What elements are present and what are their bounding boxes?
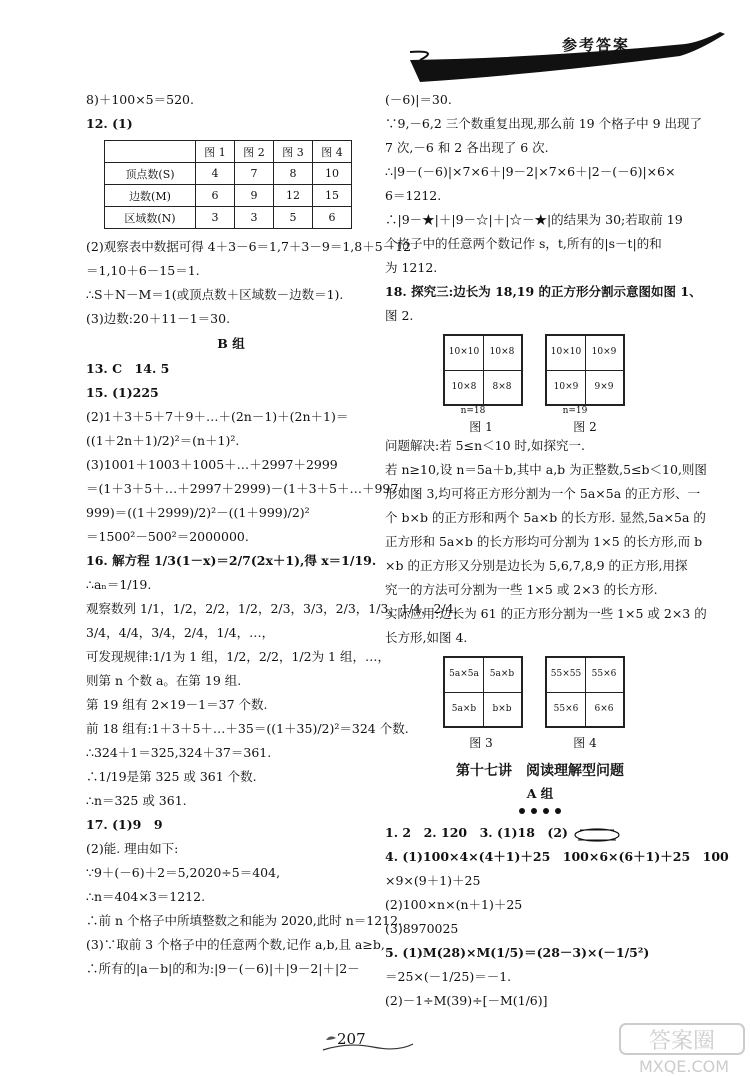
table-cell: 6 [196,185,235,207]
text-line: ∵9＋(－6)＋2＝5,2020÷5＝404, [86,865,281,880]
text-line: (2)100×n×(n＋1)＋25 [385,897,523,912]
figure-row-3-4 [385,656,695,752]
text-line: 3/4，4/4，3/4，2/4，1/4，…， [86,625,275,640]
text-line: ＝1,10＋6－15＝1. [86,263,200,278]
table-cell: 图 2 [235,141,274,163]
text-line: 12. (1) [86,116,133,131]
svg-text:答案圈: 答案圈 [648,1029,716,1054]
figure-4 [545,656,625,728]
table-cell: 6 [313,207,352,229]
text-line: (2)观察表中数据可得 4＋3－6＝1,7＋3－9＝1,8＋5－12 [86,239,412,254]
table-cell: 7 [235,163,274,185]
dots-icon [510,804,570,818]
table-cell: 8 [274,163,313,185]
table-cell [105,141,196,163]
page-number-ornament [318,1022,418,1057]
text-line: 为 1212. [385,260,438,275]
text-line: 长方形,如图 4. [385,630,468,645]
figure-3 [443,656,523,728]
fig-cell: 55×6 [553,704,579,714]
dots-row [385,804,695,821]
text-line: ∵9,－6,2 三个数重复出现,那么前 19 个格子中 9 出现了 [385,116,703,131]
lecture-title: 第十七讲 阅读理解型问题 [456,763,624,779]
table-cell: 3 [235,207,274,229]
text-line: 究一的方法可分割为一些 1×5 或 2×3 的长方形. [385,582,658,597]
table-row [105,163,352,185]
fig-cell: 10×9 [591,347,617,357]
table-cell: 图 4 [313,141,352,163]
fig-cell: 5a×b [451,704,477,714]
text-line: 6＝1212. [385,188,442,203]
fig-cell: 9×9 [594,382,614,392]
text-line: 16. 解方程 1/3(1－x)＝2/7(2x＋1),得 x＝1/19. [86,553,377,568]
text-line: (3)∵取前 3 个格子中的任意两个数,记作 a,b,且 a≥b, [86,937,385,952]
stacked-ellipse-icon [572,826,622,842]
table-cell: 图 1 [196,141,235,163]
text-line: ∴S＋N－M＝1(或顶点数＋区域数－边数＝1). [86,287,344,302]
table-cell: 顶点数(S) [105,163,196,185]
text-line: 实际应用:边长为 61 的正方形分割为一些 1×5 或 2×3 的 [385,606,707,621]
table-cell: 区域数(N) [105,207,196,229]
text-line: 图 2. [385,308,414,323]
watermark-logo [580,1020,750,1076]
fig-cell: 10×10 [448,347,480,357]
text-line: (2)－1÷M(39)÷[－M(1/6)] [385,993,548,1008]
text-line: (3)8970025 [385,921,459,936]
text-line: ×b 的正方形又分别是边长为 5,6,7,8,9 的正方形,用探 [385,558,688,573]
table-cell: 4 [196,163,235,185]
page-header [380,30,750,90]
fig-cell: 5a×5a [449,669,479,679]
text-line: 观察数列 1/1，1/2，2/2，1/2，2/3，3/3，2/3，1/3，1/4，2/4， [86,601,467,616]
page-number: 207 [337,1030,366,1048]
text-line: ∴324＋1＝325,324＋37＝361. [86,745,272,760]
header-title: 参考答案 [561,36,630,54]
table-cell: 15 [313,185,352,207]
table-cell: 9 [235,185,274,207]
text-line: 正方形和 5a×b 的长方形均可分割为 1×5 的长方形,而 b [385,534,703,549]
text-line: 999)＝((1＋2999)/2)²－((1＋999)/2)² [86,505,310,520]
text-line: 第 19 组有 2×19－1＝37 个数. [86,697,268,712]
table-cell: 5 [274,207,313,229]
fig-cell: 10×8 [451,382,477,392]
fig-cell: 5a×b [489,669,515,679]
text-line: ∴所有的|a－b|的和为:|9－(－6)|＋|9－2|＋|2－ [86,961,360,976]
figure-caption: 图 1 [469,420,493,434]
table-header-row [105,141,352,163]
fig-cell: 10×10 [550,347,582,357]
figure-row-1-2 [385,334,695,434]
figure-sub: n=19 [562,406,588,416]
text-line: ＝1500²－500²＝2000000. [86,529,249,544]
figure-2 [545,334,625,406]
table-row [105,207,352,229]
text-line: (3)1001＋1003＋1005＋…＋2997＋2999 [86,457,338,472]
table-cell: 3 [196,207,235,229]
fig-cell: 10×8 [489,347,515,357]
text-line: 形如图 3,均可将正方形分割为一个 5a×5a 的正方形、一 [385,486,701,501]
text-line: 17. (1)9 9 [86,817,163,832]
table-cell: 10 [313,163,352,185]
text-line: 问题解决:若 5≤n＜10 时,如探究一. [385,438,585,453]
svg-text:MXQE.COM: MXQE.COM [638,1057,730,1076]
figure-caption: 图 3 [469,736,493,750]
text-line: ∴前 n 个格子中所填整数之和能为 2020,此时 n＝1212. [86,913,403,928]
text-line: ＝25×(－1/25)＝－1. [385,969,512,984]
text-line: ∴aₙ＝1/19. [86,577,152,592]
table-cell: 边数(M) [105,185,196,207]
figure-sub: n=18 [460,406,486,416]
table-cell: 图 3 [274,141,313,163]
group-heading: A 组 [526,786,554,801]
fig-cell: 55×55 [550,669,582,679]
figure-caption: 图 4 [573,736,597,750]
right-column [385,88,729,1013]
data-table [104,140,352,229]
text-line: 15. (1)225 [86,385,159,400]
text-line: ∴n＝404×3＝1212. [86,889,206,904]
text-line: 4. (1)100×4×(4＋1)＋25 100×6×(6＋1)＋25 100 [385,849,729,864]
text-line: ×9×(9＋1)＋25 [385,873,481,888]
text-line: ∴n＝325 或 361. [86,793,187,808]
right-answers [385,88,703,328]
text-line: (3)边数:20＋11－1＝30. [86,311,231,326]
right-answers-3 [385,821,729,1013]
group-heading: B 组 [217,336,245,351]
text-line: ∴|9－(－6)|×7×6＋|9－2|×7×6＋|2－(－6)|×6× [385,164,676,179]
text-line: 18. 探究三:边长为 18,19 的正方形分割示意图如图 1、 [385,284,702,299]
text-line: 5. (1)M(28)×M(1/5)＝(28－3)×(－1/5²) [385,945,650,960]
fig-cell: b×b [492,704,512,714]
figure-caption: 图 2 [573,420,597,434]
fig-cell: 55×6 [591,669,617,679]
fig-cell: 8×8 [492,382,512,392]
text-line: (2)1＋3＋5＋7＋9＋…＋(2n－1)＋(2n＋1)＝ [86,409,349,424]
text-line: 个格子中的任意两个数记作 s，t,所有的|s－t|的和 [385,236,662,251]
text-line: (－6)|＝30. [385,92,452,107]
text-line: 8)＋100×5＝520. [86,92,194,107]
text-line: 13. C 14. 5 [86,361,170,376]
text-line: ＝(1＋3＋5＋…＋2997＋2999)－(1＋3＋5＋…＋997＋ [86,481,411,496]
figure-1 [443,334,523,406]
text-line: ∴1/19是第 325 或 361 个数. [86,769,257,784]
fig-cell: 6×6 [594,704,614,714]
right-answers-2 [385,434,707,650]
fig-cell: 10×9 [553,382,579,392]
table-cell: 12 [274,185,313,207]
text-line: 个 b×b 的正方形和两个 5a×b 的长方形. 显然,5a×5a 的 [385,510,706,525]
text-line: 若 n≥10,设 n＝5a＋b,其中 a,b 为正整数,5≤b＜10,则图 [385,462,707,477]
text-line: (2)能. 理由如下: [86,841,179,856]
text-line: 则第 n 个数 a。在第 19 组. [86,673,242,688]
text-line: 1. 2 2. 120 3. (1)18 (2) [385,821,695,845]
text-line: 前 18 组有:1＋3＋5＋…＋35＝((1＋35)/2)²＝324 个数. [86,721,409,736]
text-line: 7 次,－6 和 2 各出现了 6 次. [385,140,549,155]
table-row [105,185,352,207]
text-line: 可发现规律:1/1为 1 组，1/2，2/2，1/2为 1 组，…， [86,649,390,664]
text-line: ∴|9－★|＋|9－☆|＋|☆－★|的结果为 30;若取前 19 [385,212,683,227]
text-line: ((1＋2n＋1)/2)²＝(n＋1)². [86,433,240,448]
